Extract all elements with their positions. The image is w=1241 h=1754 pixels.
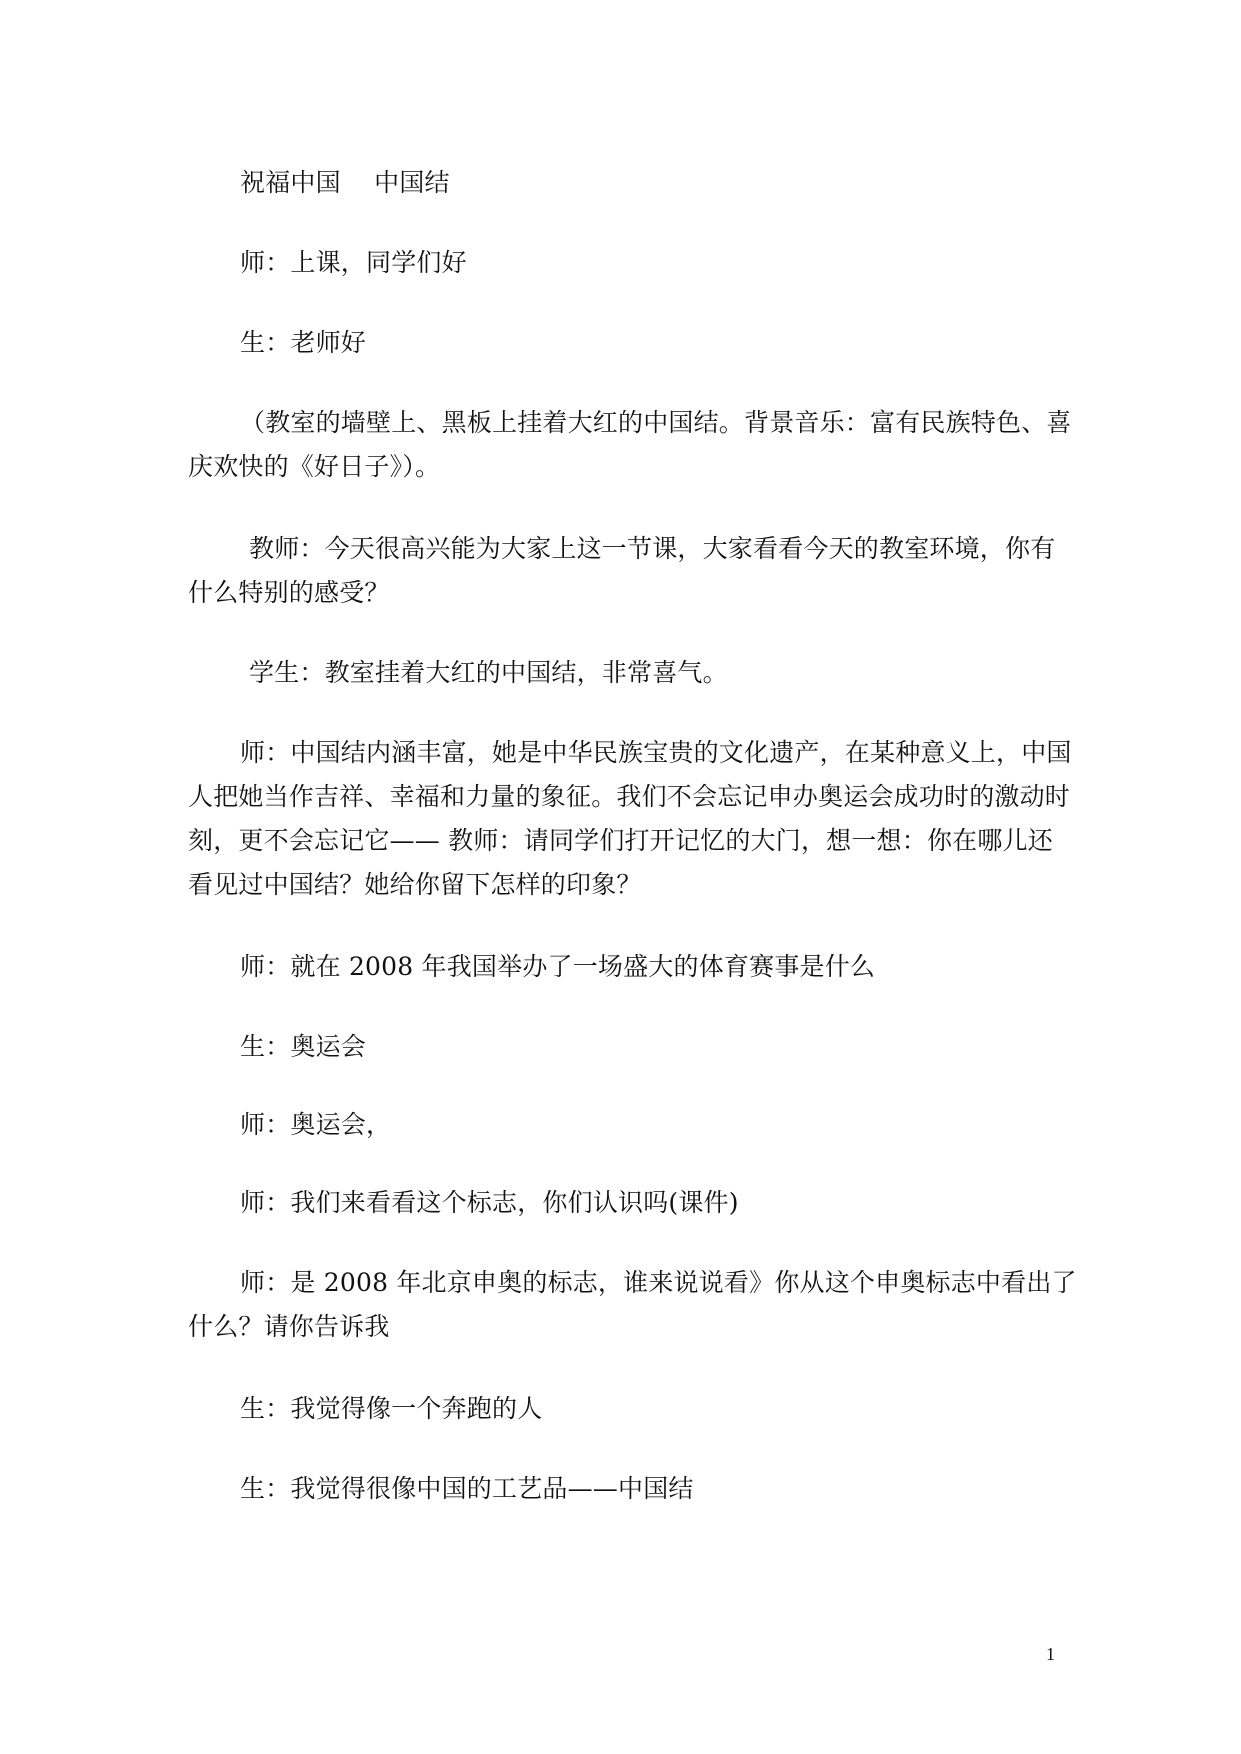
paragraph-line: 生：奥运会 [240,1032,367,1061]
paragraph-line: 师：就在 2008 年我国举办了一场盛大的体育赛事是什么 [240,952,876,981]
paragraph-line: 庆欢快的《好日子》）。 [188,452,441,481]
page-number: 1 [1046,1644,1055,1664]
paragraph-line: （教室的墙壁上、黑板上挂着大红的中国结。背景音乐：富有民族特色、喜 [240,408,1072,437]
paragraph-line: 教师：今天很高兴能为大家上这一节课，大家看看今天的教室环境，你有 [249,534,1056,563]
paragraph-line: 什么特别的感受？ [188,578,390,607]
paragraph-line: 刻，更不会忘记它—— 教师：请同学们打开记忆的大门，想一想：你在哪儿还 [188,826,1053,855]
paragraph-line: 学生：教室挂着大红的中国结，非常喜气。 [249,658,728,687]
paragraph-line: 什么？请你告诉我 [188,1312,390,1341]
paragraph-line: 生：老师好 [240,328,367,357]
paragraph-line: 看见过中国结？她给你留下怎样的印象？ [188,870,642,899]
paragraph-line: 师：我们来看看这个标志，你们认识吗(课件) [240,1188,739,1217]
paragraph-line: 师：奥运会， [240,1110,392,1139]
paragraph-line: 师：中国结内涵丰富，她是中华民族宝贵的文化遗产，在某种意义上，中国 [240,738,1072,767]
paragraph-line: 人把她当作吉祥、幸福和力量的象征。我们不会忘记申办奥运会成功时的激动时 [188,782,1071,811]
paragraph-line: 生：我觉得像一个奔跑的人 [240,1394,543,1423]
paragraph-line: 生：我觉得很像中国的工艺品——中国结 [240,1474,694,1503]
paragraph-line: 师：上课，同学们好 [240,248,467,277]
paragraph-line: 师：是 2008 年北京申奥的标志，谁来说说看》你从这个申奥标志中看出了 [240,1268,1077,1297]
document-title: 祝福中国 中国结 [240,168,450,197]
